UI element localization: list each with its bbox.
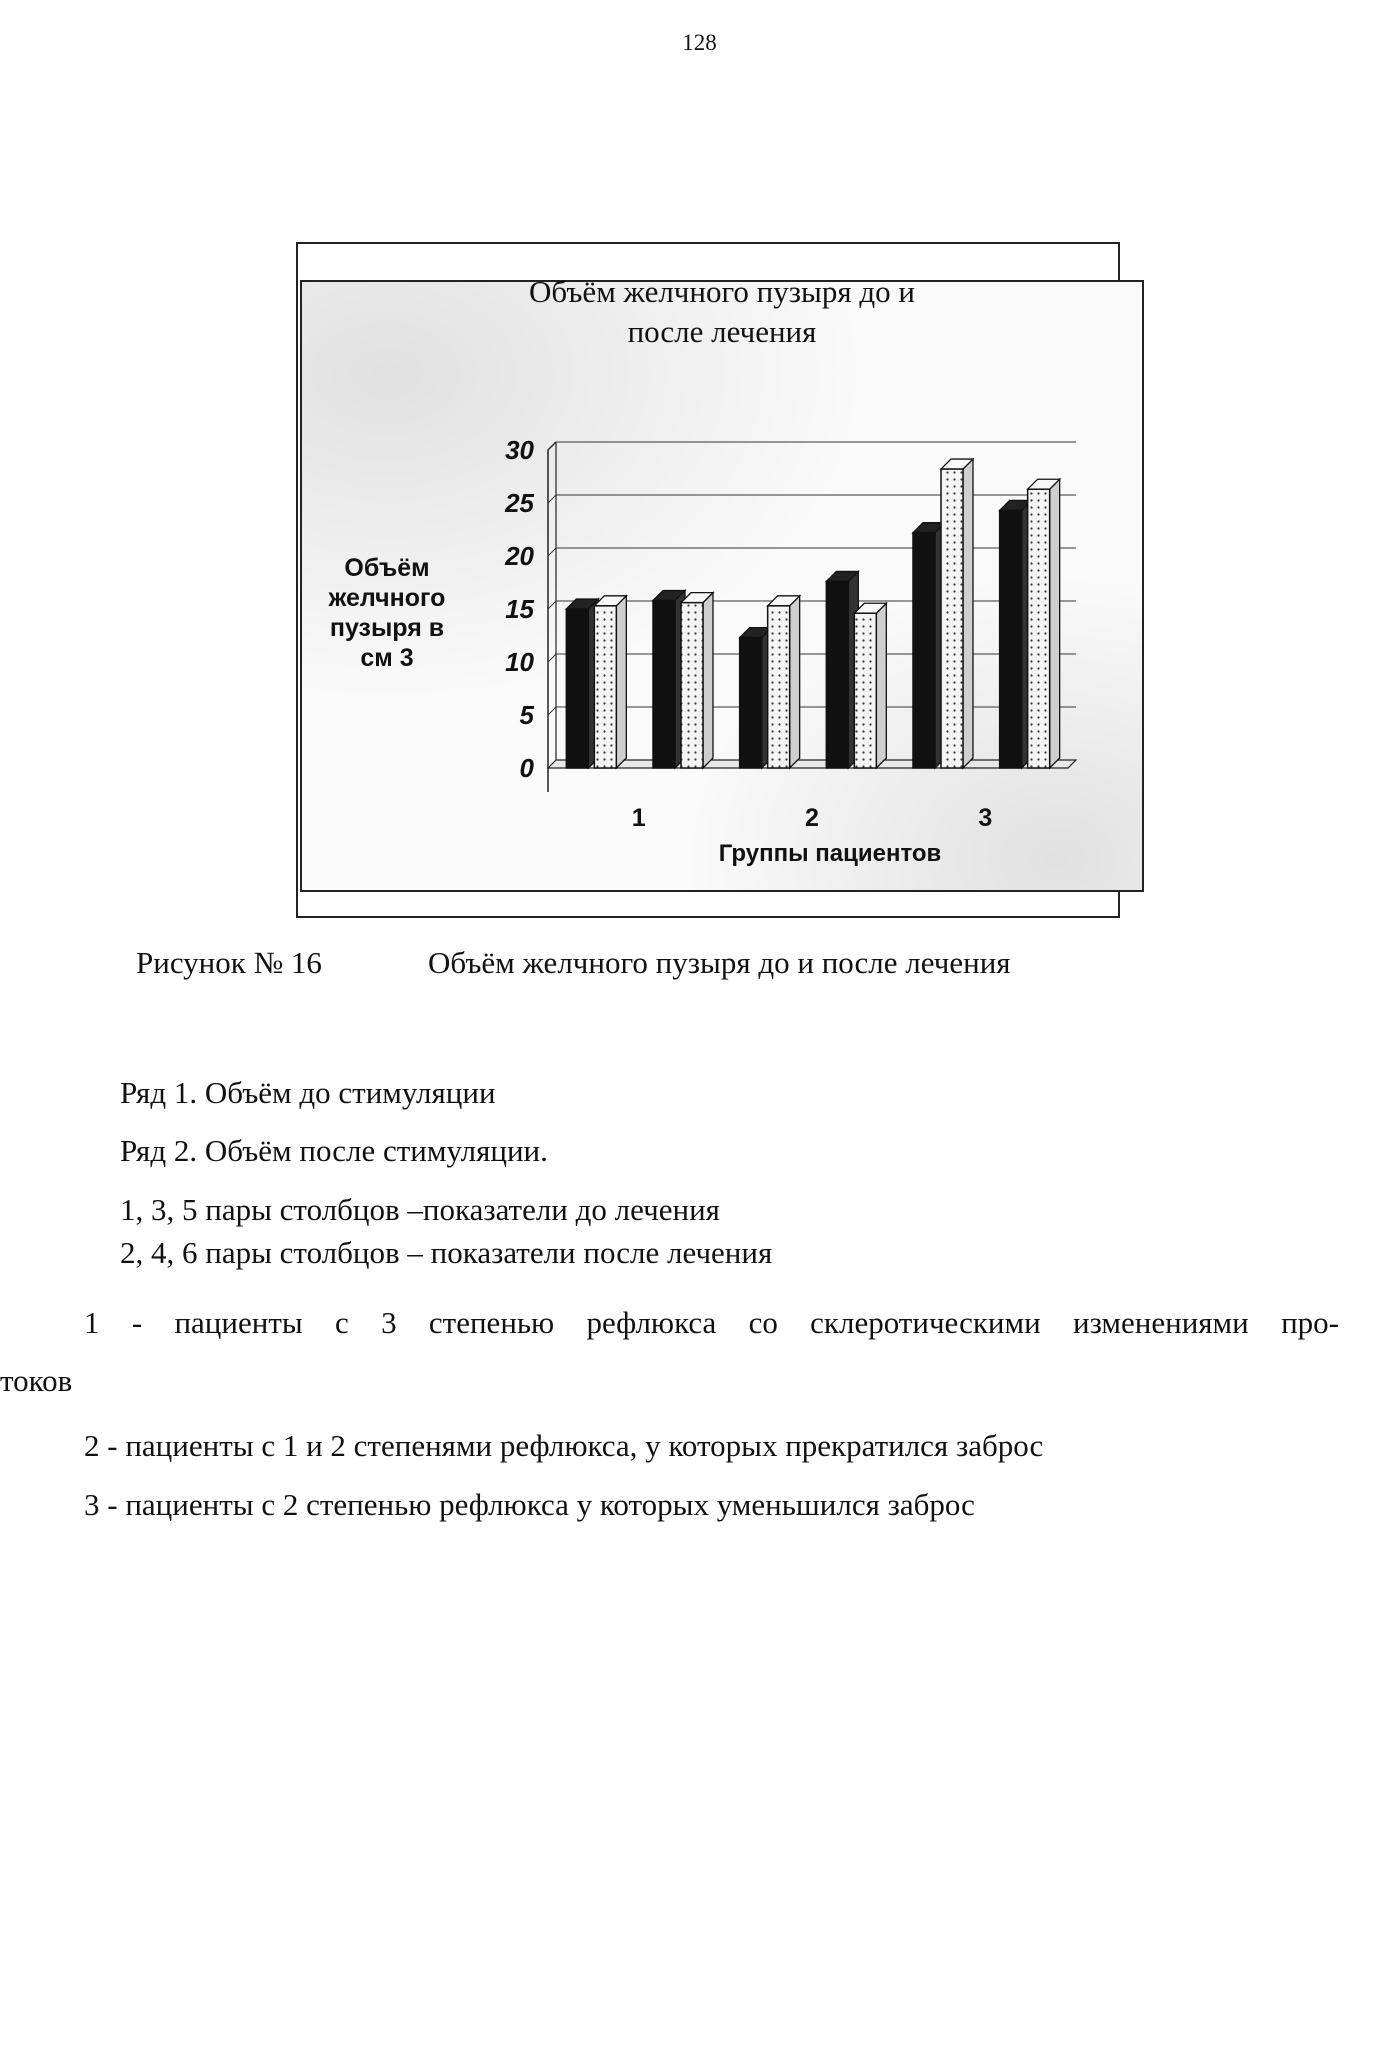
bar-before: [826, 581, 848, 768]
pairs-before-note: 1, 3, 5 пары столбцов –показатели до лечения: [120, 1192, 720, 1227]
bar-after: [681, 603, 703, 768]
legend-row1: Ряд 1. Объём до стимуляции: [120, 1075, 496, 1110]
bar-after-side: [963, 459, 973, 768]
x-tick-label: 1: [631, 804, 646, 832]
figure-caption-text: Объём желчного пузыря до и после лечения: [428, 945, 1011, 980]
group1-description-cont: токов: [0, 1363, 73, 1398]
bar-after-side: [616, 596, 626, 768]
bar-after: [941, 469, 963, 768]
gridline-side: [548, 654, 556, 662]
chart-grid: [548, 442, 1076, 792]
chart-bars: [566, 459, 1059, 768]
bar-before: [1000, 510, 1022, 768]
gridline-side: [548, 707, 556, 715]
y-tick-label: 25: [505, 488, 534, 518]
figure-caption-label: Рисунок № 16: [136, 945, 322, 980]
y-axis-label-line: желчного: [328, 584, 446, 612]
gridline-side: [548, 495, 556, 503]
figure-caption: [136, 945, 1011, 981]
chart-title: [300, 272, 1144, 352]
bar-after: [854, 613, 876, 768]
group2-description: 2 - пациенты с 1 и 2 степенями рефлюкса, у которых прекратился заброс: [84, 1428, 1044, 1463]
y-axis-label: [322, 553, 452, 673]
bar-before: [653, 601, 675, 768]
chart-title-line1: Объём желчного пузыря до и: [529, 274, 915, 309]
y-tick-label: 20: [505, 541, 534, 571]
bar-after-side: [790, 596, 800, 768]
gridline-side: [548, 601, 556, 609]
y-tick-label: 15: [505, 594, 534, 624]
legend-row2: Ряд 2. Объём после стимуляции.: [120, 1133, 548, 1168]
y-axis-label-line: Объём: [344, 554, 430, 582]
bar-after-side: [1050, 479, 1060, 768]
bar-before: [740, 638, 762, 768]
bar-after-side: [876, 603, 886, 768]
gridline-side: [548, 548, 556, 556]
x-tick-label: 3: [978, 804, 993, 832]
y-tick-label: 10: [505, 647, 534, 677]
bar-after: [1028, 489, 1050, 768]
y-tick-label: 0: [519, 753, 534, 783]
page-number: 128: [682, 30, 717, 55]
bar-after: [594, 606, 616, 768]
x-tick-label: 2: [805, 804, 819, 832]
bar-after-side: [703, 593, 713, 768]
gridline-side: [548, 442, 556, 450]
group3-description: 3 - пациенты с 2 степенью рефлюкса у которых уменьшился заброс: [84, 1487, 975, 1522]
y-tick-label: 30: [505, 435, 534, 465]
pairs-after-note: 2, 4, 6 пары столбцов – показатели после лечения: [120, 1235, 773, 1270]
x-axis-label: Группы пациентов: [718, 840, 942, 867]
bar-before: [566, 609, 588, 768]
y-axis-label-line: пузыря в: [329, 614, 445, 642]
chart-floor: [548, 760, 1076, 768]
bar-before: [913, 533, 935, 768]
bar-after: [768, 606, 790, 768]
y-axis-line: [548, 442, 556, 792]
chart-title-line2: после лечения: [627, 314, 817, 349]
y-tick-label: 5: [519, 700, 534, 730]
group1-description: 1 - пациенты с 3 степенью рефлюкса со склеротическими изменениями про-: [84, 1305, 1339, 1340]
y-axis-label-line: см 3: [360, 644, 414, 672]
